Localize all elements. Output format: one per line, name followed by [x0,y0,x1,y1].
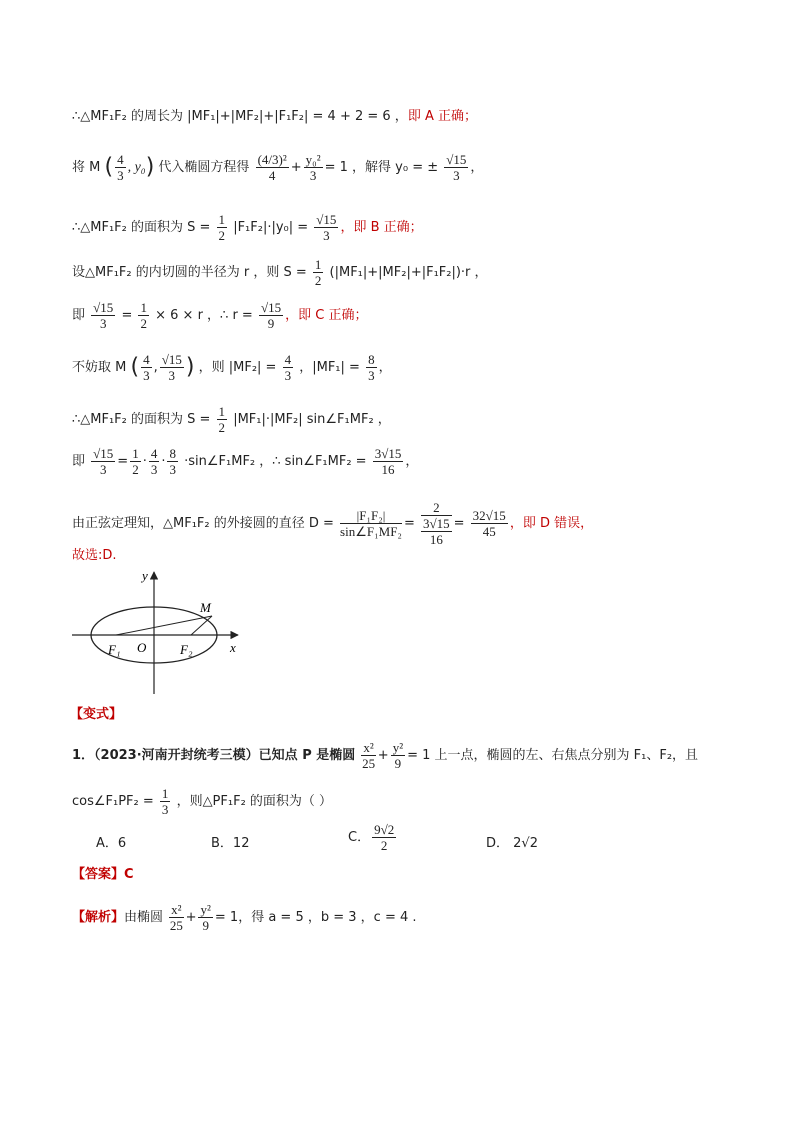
segment-f1-m [116,616,212,635]
fraction-8-3: $\frac{8}{3}$ [169,446,176,477]
answer-label: 【答案】 [72,867,125,882]
text-segment: 将 M [72,160,101,175]
text-segment: ，解得 y₀ = ± [352,160,439,175]
text-segment: ， [378,360,392,375]
fraction-sqrt15-3: $\frac{√15}{3}$ [161,352,182,383]
fraction-half: $\frac{1}{2}$ [140,300,147,331]
text-segment: ∴△MF₁F₂ 的面积为 S = [72,412,211,427]
question-middle: 上一点，椭圆的左、右焦点分别为 F₁、F₂，且 [434,748,699,763]
text-segment: ·sin∠F₁MF₂ ，∴ sin∠F₁MF₂ = [184,454,367,469]
fraction-8-3: $\frac{8}{3}$ [368,352,375,383]
fraction-3sqrt15-16: $\frac{3√15}{16}$ [374,446,402,477]
analysis-text: 由椭圆 [124,910,164,925]
fraction-y2-9: $\frac{\text{y²}}{9}$ [200,902,211,933]
question-line-1: 1．（2023·河南开封统考三模）已知点 P 是椭圆 $\frac{\text{x²}}{25}$ + $\frac{\text{y²}}{9}$ = 1 上一点，椭圆的左、右焦点分别为 F₁、F₂，且 [72,740,699,771]
answer-line [72,866,134,884]
solution-line-substitute: 将 M ( $\frac{4}{3}$ , y₀) 代入椭圆方程得 $\frac{\text{(4/3)²}}{4}$ + $\frac{\text{y₀²}}{3}$ = 1 ，解得 y₀ = ± $\frac{√15}{3}$ ， [72,152,484,183]
fraction-half: $\frac{1}{2}$ [314,257,322,288]
solution-line-diameter: 由正弦定理知，△MF₁F₂ 的外接圆的直径 D = $\frac{\text{|F₁F₂|}}{\text{sin∠F₁MF₂}}$ = $\frac{2}{\frac{3√15}{16}}$ = $\frac{32√15}{45}$ ，即 D 错误， [72,500,594,547]
fraction-1-3: $\frac{1}{3}$ [161,786,169,817]
option-b-text: B．12 [211,836,250,851]
fraction-y2-9: $\frac{\text{y²}}{9}$ [392,740,404,771]
solution-line-radius [72,300,367,331]
question-prefix: 1．（2023·河南开封统考三模）已知点 P 是椭圆 [72,748,356,763]
text-segment: 即 [72,308,86,323]
variant-heading-text: 【变式】 [70,707,123,722]
fraction-sqrt15-9: $\frac{√15}{9}$ [260,300,282,331]
analysis-line: 【解析】由椭圆 $\frac{\text{x²}}{25}$ + $\frac{\text{y²}}{9}$ = 1，得 a = 5 ，b = 3 ，c = 4 . [72,902,417,933]
fraction-sqrt15-3: $\frac{√15}{3}$ [316,212,337,243]
text-segment: = 1 [214,910,239,925]
fraction-9sqrt2-2: $\frac{9√2}{2}$ [374,822,395,853]
fraction-half: $\frac{1}{2}$ [218,212,226,243]
fraction-half: $\frac{1}{2}$ [132,446,139,477]
solution-line-choose-m: 不妨取 M ( $\frac{4}{3}$ , $\frac{√15}{3}$ ) ，则 |MF₂| = $\frac{4}{3}$ ，|MF₁| = $\frac{8}{3}$ ， [72,352,392,383]
analysis-label: 【解析】 [72,910,125,925]
text-segment: 设△MF₁F₂ 的内切圆的半径为 r ，则 S = [72,265,307,280]
fraction-half: $\frac{1}{2}$ [218,404,226,435]
analysis-tail: ，得 a = 5 ，b = 3 ，c = 4 . [238,910,417,925]
ellipse-figure [70,568,250,698]
text-segment: 即 [72,454,86,469]
x-axis-label: x [230,640,236,655]
option-d-text: D． 2√2 [486,836,538,851]
y-axis-label: y [142,568,148,583]
fraction-d-def: $\frac{\text{|F₁F₂|}}{\text{sin∠F₁MF₂}}$ [340,508,402,539]
text-segment: 代入椭圆方程得 [158,160,250,175]
fraction-d-result: $\frac{32√15}{45}$ [472,508,506,539]
f2-label: F₂ [180,642,193,657]
text-segment: 由正弦定理知，△MF₁F₂ 的外接圆的直径 D = [72,516,334,531]
option-a-text: A．6 [96,836,127,851]
conclusion-a: 即 A 正确； [407,109,477,124]
fraction-sqrt15-3: $\frac{√15}{3}$ [93,300,114,331]
option-c-label: C． [348,830,371,845]
perimeter-text: ∴△MF₁F₂ 的周长为 |MF₁|+|MF₂|+|F₁F₂| = 4 + 2 = 6 ， [72,109,408,124]
fraction-sqrt15-3: $\frac{√15}{3}$ [446,152,467,183]
solution-line-incircle [72,257,488,288]
conclusion-d: ，即 D 错误， [509,516,594,531]
text-segment: × 6 × r ，∴ r = [155,308,253,323]
answer-value: C [124,867,134,882]
option-a[interactable] [96,832,126,851]
m-label: M [200,600,211,615]
text-segment: ，|MF₁| = [299,360,360,375]
fraction-4-3: $\frac{4}{3}$ [117,152,124,183]
fraction-sqrt15-3: $\frac{√15}{3}$ [93,446,114,477]
text-segment: |F₁F₂|·|y₀| = [233,220,309,235]
choose-d-text: 故选:D. [72,548,117,563]
text-segment: (|MF₁|+|MF₂|+|F₁F₂|)·r ， [329,265,488,280]
text-segment: 不妨取 M [72,360,127,375]
conclusion-c: ，即 C 正确； [285,308,368,323]
option-b[interactable] [211,832,249,851]
fraction-eq-x: $\frac{\text{(4/3)²}}{4}$ [257,152,287,183]
variant-heading [70,706,122,724]
f1-label: F₁ [108,642,121,657]
question-tail: ，则△PF₁F₂ 的面积为（ ） [176,794,333,809]
fraction-4-3: $\frac{4}{3}$ [150,446,158,477]
option-d[interactable] [486,832,538,851]
origin-label: O [137,640,147,655]
fraction-x2-25: $\frac{\text{x²}}{25}$ [169,902,183,933]
option-c[interactable] [348,822,398,853]
solution-line-area-sin [72,404,391,435]
answer-choice-line [72,547,117,565]
fraction-4-3: $\frac{4}{3}$ [143,352,150,383]
conclusion-b: ，即 B 正确； [340,220,423,235]
solution-line-area [72,212,423,243]
text-segment: = [121,308,133,323]
text-segment: = 1 [407,748,431,763]
solution-line-perimeter [72,108,477,126]
solution-line-sin: 即 $\frac{√15}{3}$ = $\frac{1}{2}$ · $\frac{4}{3}$ · $\frac{8}{3}$ ·sin∠F₁MF₂ ，∴ sin∠F₁MF₂ = $\frac{3√15}{16}$ ， [72,446,419,477]
fraction-x2-25: $\frac{\text{x²}}{25}$ [362,740,376,771]
question-line-2 [72,786,332,817]
text-segment: ∴△MF₁F₂ 的面积为 S = [72,220,211,235]
text-segment: ， [405,454,419,469]
segment-f2-m [191,616,212,635]
fraction-4-3: $\frac{4}{3}$ [284,352,292,383]
fraction-eq-y: $\frac{\text{y₀²}}{3}$ [305,152,321,183]
cos-text: cos∠F₁PF₂ = [72,794,154,809]
text-segment: ，则 |MF₂| = [198,360,277,375]
fraction-d-value: $\frac{2}{\frac{3√15}{16}}$ [423,500,450,547]
text-segment: |MF₁|·|MF₂| sin∠F₁MF₂ ， [233,412,391,427]
